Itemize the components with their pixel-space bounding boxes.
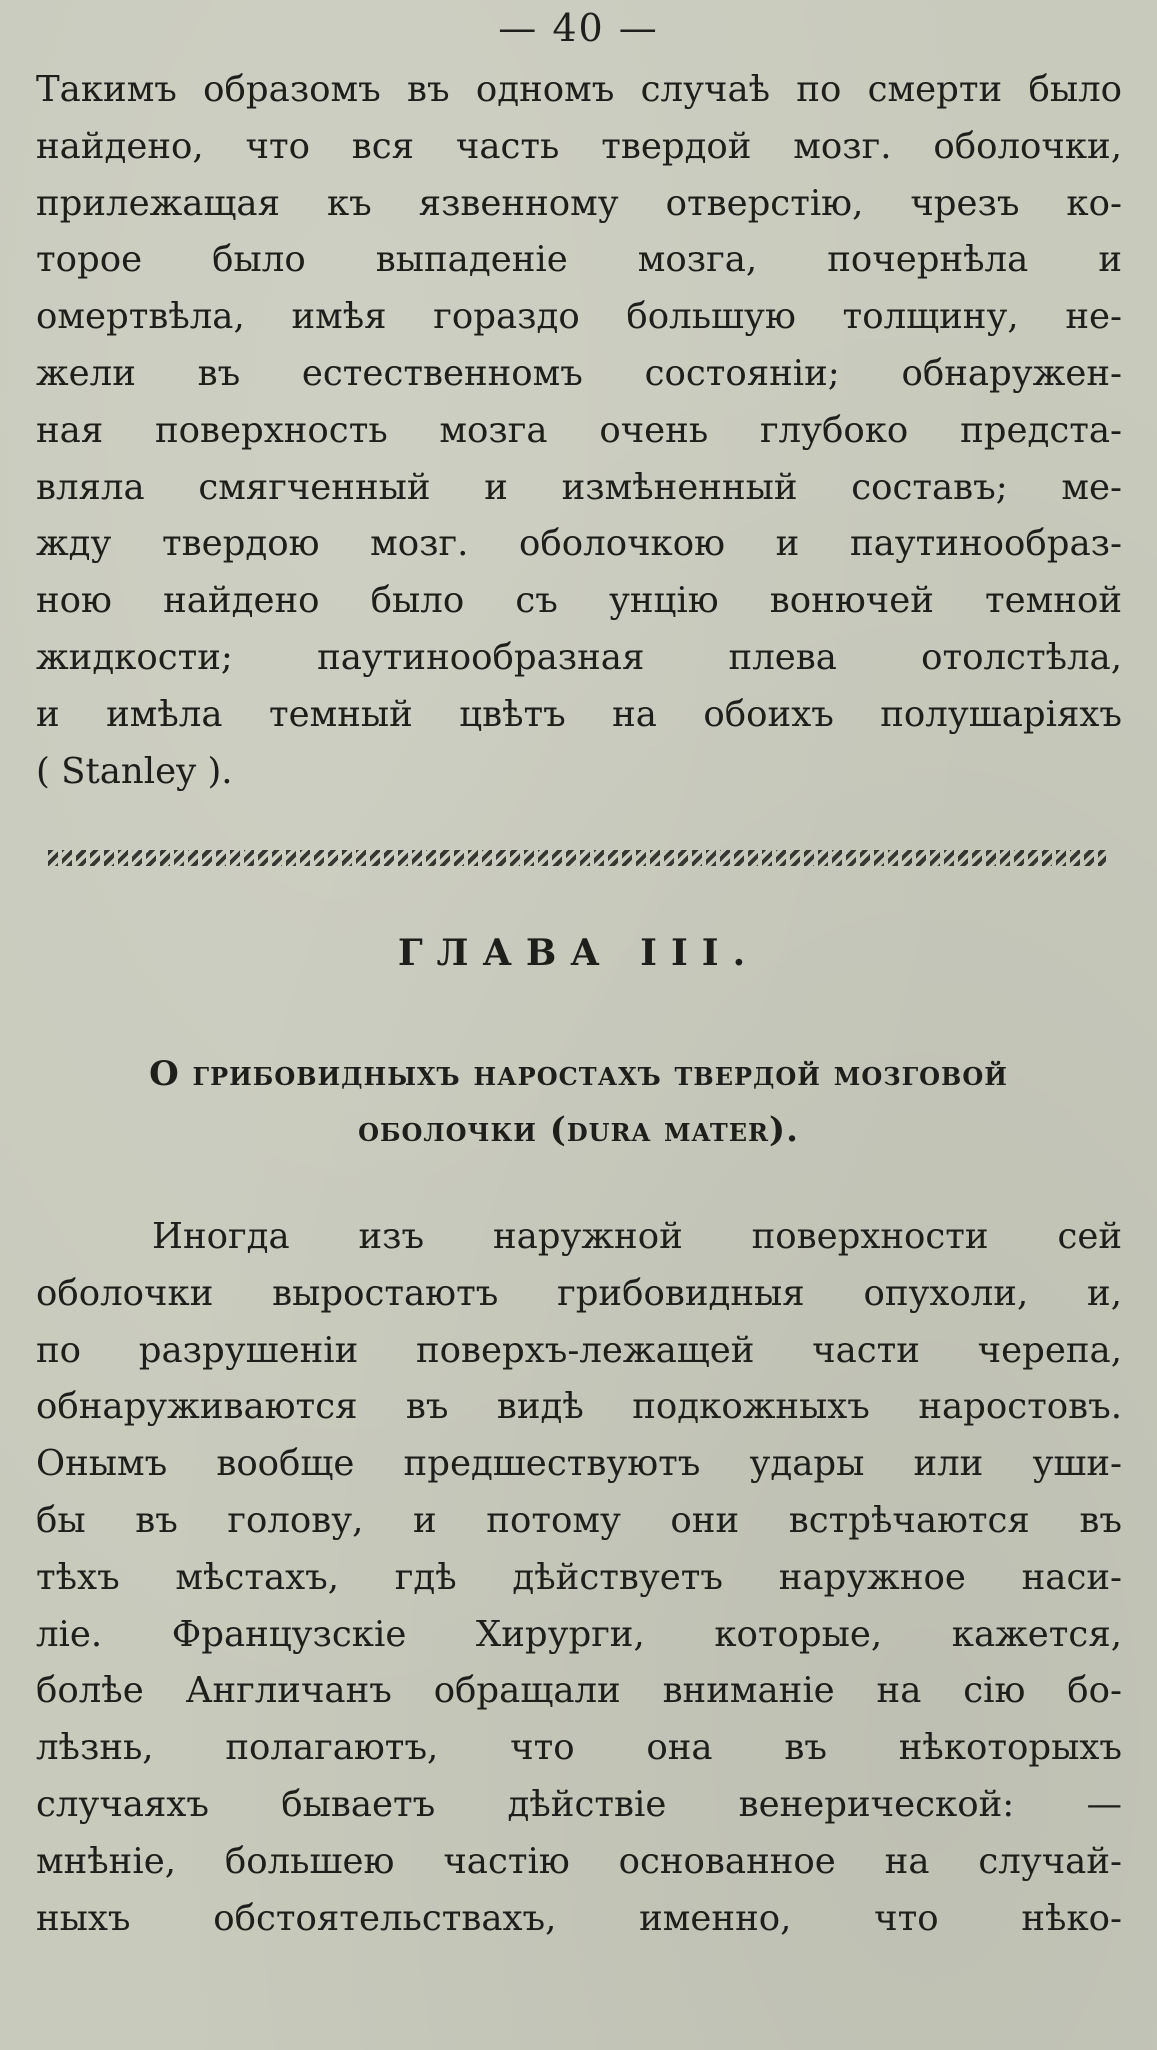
text-line: прилежащая къ язвенному отверстію, чрезъ ко- bbox=[36, 182, 1122, 224]
text-line: омертвѣла, имѣя гораздо большую толщину, не- bbox=[36, 296, 1122, 338]
text-line: ныхъ обстоятельствахъ, именно, что нѣко- bbox=[36, 1897, 1122, 1939]
paragraph-continuation bbox=[36, 62, 1122, 800]
text-line: ная поверхность мозга очень глубоко предста- bbox=[36, 409, 1122, 451]
chapter-title-line: оболочки (dura mater). bbox=[358, 1110, 799, 1150]
text-line: болѣе Англичанъ обращали вниманіе на сію бо- bbox=[36, 1670, 1122, 1712]
chapter-heading: ГЛАВА III. bbox=[397, 932, 760, 974]
text-line: оболочки выростаютъ грибовидныя опухоли, и, bbox=[36, 1272, 1122, 1314]
text-line: мнѣніе, большею частію основанное на случай- bbox=[36, 1840, 1122, 1882]
text-line: жели въ естественномъ состояніи; обнаружен- bbox=[36, 352, 1122, 394]
text-line: торое было выпаденіе мозга, почернѣла и bbox=[36, 239, 1122, 281]
text-line: ною найдено было съ унцію вонючей темной bbox=[36, 580, 1122, 622]
text-line: по разрушеніи поверхъ-лежащей части черепа, bbox=[36, 1329, 1122, 1371]
text-line: случаяхъ бываетъ дѣйствіе венерической: — bbox=[36, 1783, 1122, 1825]
text-line: бы въ голову, и потому они встрѣчаются въ bbox=[36, 1499, 1122, 1541]
text-line: ліе. Французскіе Хирурги, которые, кажется, bbox=[36, 1613, 1122, 1655]
text-line: ( Stanley ). bbox=[36, 750, 233, 792]
text-line: найдено, что вся часть твердой мозг. оболочки, bbox=[36, 125, 1122, 167]
text-line: вляла смягченный и измѣненный составъ; ме- bbox=[36, 466, 1122, 508]
text-line: тѣхъ мѣстахъ, гдѣ дѣйствуетъ наружное наси- bbox=[36, 1556, 1122, 1598]
text-line: Такимъ образомъ въ одномъ случаѣ по смерти было bbox=[36, 69, 1122, 110]
text-line: лѣзнь, полагаютъ, что она въ нѣкоторыхъ bbox=[36, 1727, 1122, 1769]
text-line: и имѣла темный цвѣтъ на обоихъ полушаріяхъ bbox=[36, 693, 1122, 735]
chapter-paragraph bbox=[36, 1209, 1122, 1947]
text-line: жидкости; паутинообразная плева отолстѣла, bbox=[36, 636, 1122, 678]
ornamental-divider bbox=[48, 850, 1106, 866]
text-line: обнаруживаются въ видѣ подкожныхъ наростовъ. bbox=[36, 1386, 1122, 1428]
chapter-title-line: О грибовидныхъ наростахъ твердой мозговой bbox=[149, 1054, 1008, 1094]
text-line: Иногда изъ наружной поверхности сей bbox=[152, 1216, 1122, 1257]
text-line: Онымъ вообще предшествуютъ удары или уши- bbox=[36, 1443, 1122, 1485]
text-line: жду твердою мозг. оболочкою и паутинообраз- bbox=[36, 523, 1122, 565]
page-number: — 40 — bbox=[498, 6, 659, 50]
